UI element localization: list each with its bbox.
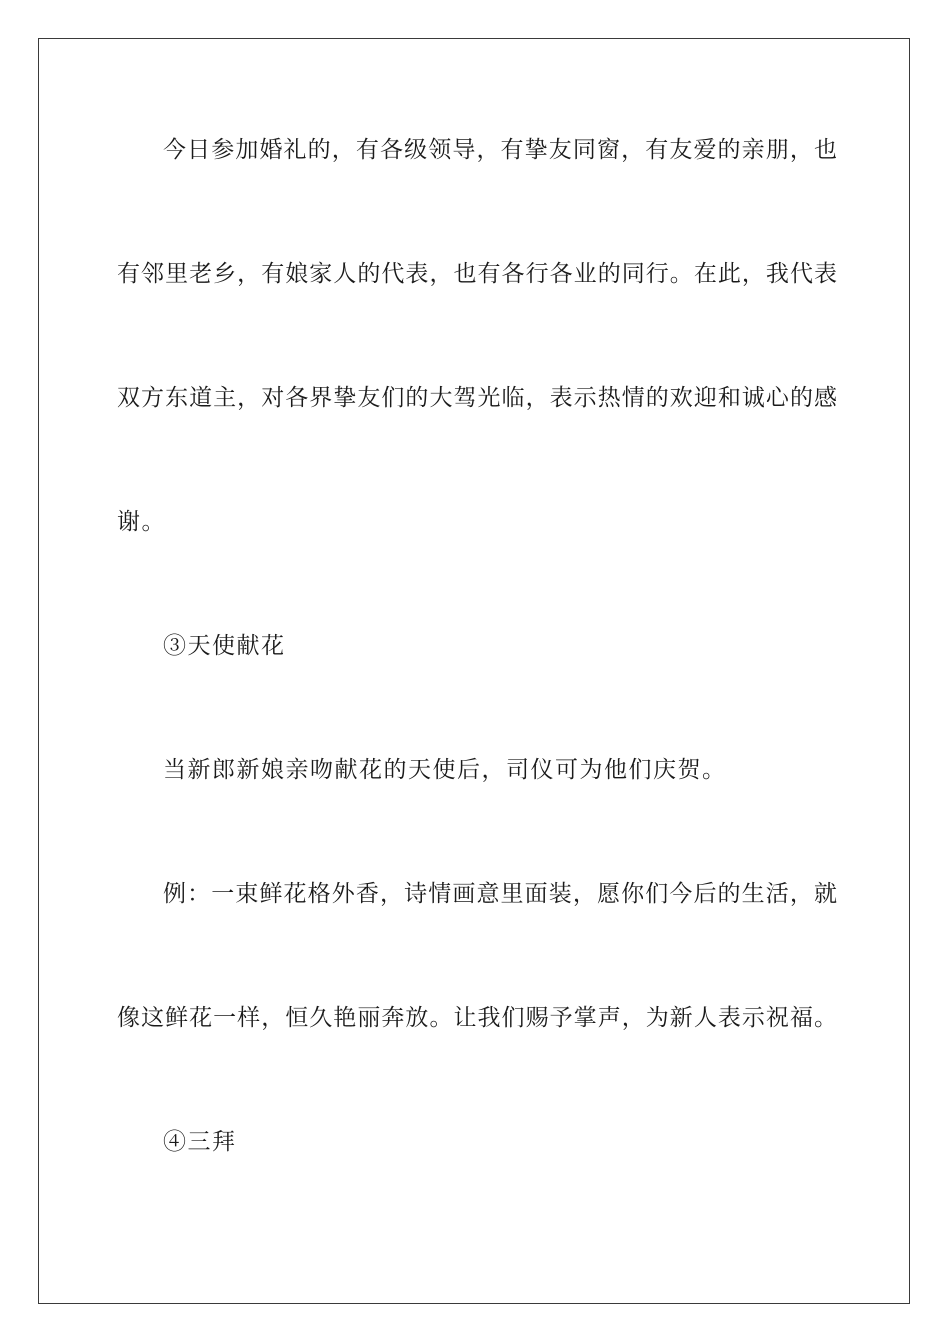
- section-heading: ③天使献花: [163, 633, 286, 659]
- section-heading: ④三拜: [163, 1129, 237, 1155]
- paragraph-line: 例：一束鲜花格外香，诗情画意里面装，愿你们今后的生活，就: [163, 881, 837, 907]
- paragraph-line: 当新郎新娘亲吻献花的天使后，司仪可为他们庆贺。: [163, 757, 727, 783]
- paragraph-line: 双方东道主，对各界挚友们的大驾光临，表示热情的欢迎和诚心的感: [117, 385, 837, 411]
- page-border: [38, 38, 910, 1304]
- paragraph-line: 今日参加婚礼的，有各级领导，有挚友同窗，有友爱的亲朋，也: [163, 137, 837, 163]
- paragraph-line: 像这鲜花一样，恒久艳丽奔放。让我们赐予掌声，为新人表示祝福。: [117, 1005, 837, 1031]
- paragraph-line: 谢。: [117, 509, 166, 535]
- paragraph-line: 有邻里老乡，有娘家人的代表，也有各行各业的同行。在此，我代表: [117, 261, 837, 287]
